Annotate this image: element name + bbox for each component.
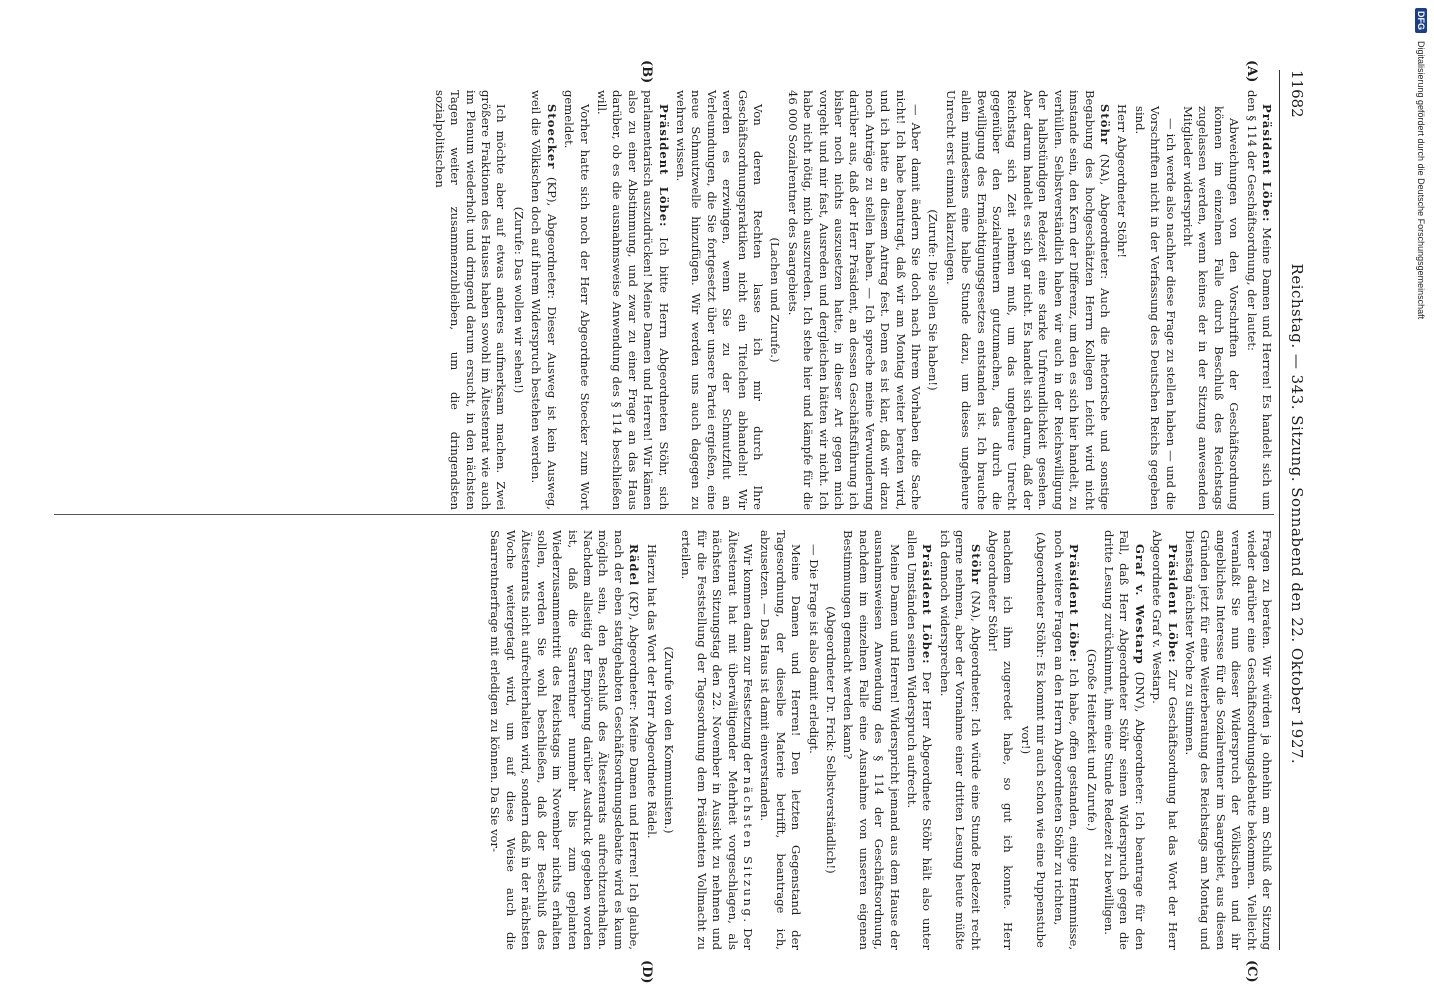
interjection: (Abgeordneter Dr. Frick: Selbstverständlich!) [824, 606, 839, 874]
margin-marker-b: (B) [639, 60, 654, 84]
speech-text: Der Ältestenrat hat mit überwältigender Mehrheit vorgeschlagen, als nächsten Sitzungstag den 22. November in Aussicht zu nehmen und für die Feststellung der Tagesordnung dem Präsidenten Vollmacht zu erteilen. [679, 530, 755, 950]
paragraph [594, 90, 671, 510]
speech-text: Der Herr Abgeordnete Stöhr hält also unter allen Umständen seinen Widerspruch aufrecht. [905, 530, 935, 950]
speaker-name: Stöhr [968, 544, 983, 585]
paragraph: — Die Frage ist also damit erledigt. [806, 544, 821, 754]
left-column [54, 90, 1274, 510]
dfg-logo: DFG [1415, 8, 1427, 33]
interjection: (Abgeordneter Stöhr: Es kommt mir auch schon wie eine Puppenstube vor!) [1018, 532, 1049, 948]
paragraph: Herr Abgeordneter Stöhr! [1115, 104, 1130, 259]
paragraph: Ich möchte aber auf etwas anderes aufmerksam machen. Zwei größere Fraktionen des Hauses haben sowohl im Ältestenrat wie auch im Plenum wiederholt und dringend darum ersucht, in den nächsten Tagen weiter zusammenzubleiben, um die dringendsten sozialpolitischen [432, 90, 509, 510]
speech-text: (NA), Abgeordneter: Ich würde eine Stunde Redezeit recht gerne nehmen, aber der Vornahme einer dritten Lesung heute müßte ich dennoch widersprechen. [937, 530, 983, 950]
paragraph: Fragen zu beraten. Wir würden ja ohnehin am Schluß der Sitzung wieder darüber eine Geschäftsordnungsdebatte bekommen. Vielleicht veranlaßt Sie nun dieser Widerspruch der Völkischen und ihr angebliches Interesse für die Sozialrentner im Saargebiet, aus diesen Gründen jetzt für eine Weiterberatung des Reichstags am Montag und Dienstag nächster Woche zu stimmen. [1182, 530, 1274, 950]
paragraph [528, 90, 559, 510]
speaker-name: Präsident Löbe: [1067, 544, 1082, 664]
interjection: (Große Heiterkeit und Zurufe.) [1084, 648, 1099, 832]
quoted-rule: Abweichungen von den Vorschriften der Geschäftsordnung können im einzelnen Falle durch Beschluß des Reichstags zugelassen werden, wenn keines der in der Sitzung anwesenden Mitglieder widerspricht [1180, 106, 1242, 510]
paragraph: Meine Damen und Herren! Den letzten Gegenstand der Tagesordnung, der dieselbe Materie betrifft, beantrage ich, abzusetzen. — Das Haus ist damit einverstanden. [758, 530, 804, 950]
paragraph: — Aber damit ändern Sie doch nach Ihrem Vorhaben die Sache nicht! Ich habe beantragt, daß wir am Montag weiter beraten wird, und ich hatte an diesem Antrag fest. Denn es ist klar, daß wir dazu noch Anträge zu stellen haben. — Ich spreche meine Verwunderung darüber aus, daß der Herr Präsident, an dessen Geschäftsführung ich bisher noch nichts auszusetzen hatte, in dieser Art gegen mich vorgeht und mir fast, Ausreden und dergleichen hätten wir nicht. Ich habe nicht nötig, mich auszureden. Ich stehe hier und kämpfe für die 46 000 Sozialrentner des Saargebiets. [785, 90, 924, 510]
speaker-name: Stöhr [1097, 104, 1112, 145]
paragraph [936, 530, 982, 950]
speech-text: (DNV), Abgeordneter: Ich beantrage für den Fall, daß Herr Abgeordneter Stöhr seinen Widerspruch gegen die dritte Lesung zurücknimmt, ihm eine Stunde Redezeit zu bewilligen. [1101, 530, 1147, 950]
digitization-note [1408, 0, 1434, 1000]
speech-text: Ich bitte Herrn Abgeordneten Stöhr, sich parlamentarisch auszudrücken! Meine Damen und Herren! Wir kämen also zu einer Abstimmung, und zwar zu einer Frage an das Haus darüber, ob es die ausnahmsweise Anwendung des § 114 beschließen will. [594, 90, 671, 510]
speech-text: (KP), Abgeordneter: Dieser Ausweg ist kein Ausweg, weil die Völkischen doch auf ihrem Widerspruch bestehen werden. [529, 90, 559, 510]
right-column [54, 530, 1274, 950]
paragraph: Meine Damen und Herren! Widerspricht jemand aus dem Hause der ausnahmsweisen Anwendung des § 114 der Geschäftsordnung, nachdem im einzelnen Falle eine Ausnahme von unseren eigenen Bestimmungen gemacht werden kann? [841, 530, 902, 950]
speech-text: (NA), Abgeordneter: Auch die rhetorische und sonstige Begabung des hochgeschätzten Herrn Kollegen Leicht wird nicht imstande sein, den Kern der Differenz, um den es sich hier handelt, zu verhüllen. Selbstverständlich haben wir auch in der Reichswilligung der halbstündigen Redezeit eine starke Unfreundlichkeit gesehen. Aber darum handelt es sich gar nicht. Es handelt sich darum, daß der Reichstag sich Zeit nehmen muß, um das ungeheure Unrecht gegenüber den Sozialrentnern gutzumachen, das durch die Bewilligung des Ermächtigungsgesetzes entstanden ist. Ich brauche allein mindestens eine halbe Stunde dazu, um dieses ungeheure Unrecht erst einmal klarzulegen. [943, 90, 1112, 510]
speaker-name: Präsident Löbe: [656, 104, 671, 228]
margin-marker-d: (D) [639, 960, 654, 984]
speaker-name: Stoecker [544, 104, 559, 170]
paragraph: nachdem ich ihm zugeredet habe, so gut ich konnte. Herr Abgeordneter Stöhr! [986, 530, 1016, 950]
speech-text: (KP), Abgeordneter: Meine Damen und Herren! Ich glaube, nach der eben stattgehabten Geschäftsordnungsdebatte wird es kaum möglich sein, den Beschluß des Ältestenrats aufrechtzuerhalten. Nachdem allseitig der Empörung darüber Ausdruck gegeben worden ist, daß die Saarrentner nunmehr bis zum geplanten Wiederzusammentritt des Reichstags im November nichts erhalten sollen, werden Sie wohl beschließen, daß der Beschluß des Ältestenrats nicht aufrechterhalten wird, sondern daß in der nächsten Woche weitergetagt wird, um auf diese Weise auch die Saarrentnerfrage mit erledigen zu können. Da Sie vor- [488, 530, 642, 950]
paragraph [942, 90, 1111, 510]
interjection: (Zurufe: Die sollen Sie haben!) [926, 209, 941, 391]
page-header [1279, 70, 1314, 950]
speech-text: Wir kommen dann zur Festsetzung der [741, 544, 755, 773]
speaker-name: Präsident Löbe: [920, 544, 935, 665]
speech-text: Zur Geschäftsordnung hat das Wort der Herr Abgeordnete Graf v. Westarp. [1150, 530, 1180, 950]
paragraph [1050, 530, 1081, 950]
paragraph: Hierzu hat das Wort der Herr Abgeordnete Rädel. [644, 544, 659, 839]
paragraph: Von deren Rechten lasse ich mir durch Ihre Geschäftsordnungspraktiken nicht ein Titelchen abhandeln! Wir werden es erzwingen, wenn Sie zu der Schmutzflut an Verleumdungen, die Sie fortgesetzt über unsere Partei ergießen, eine neue Schmutzwelle hinzufügen. Wir werden uns auch dagegen zu wehren wissen. [673, 90, 765, 510]
speech-text: Ich habe, offen gestanden, einige Hemmnisse, noch weitere Fragen an den Herrn Abgeordneten Stöhr zu richten, [1051, 530, 1082, 950]
margin-marker-c: (C) [1244, 960, 1259, 983]
paragraph [1149, 530, 1180, 950]
margin-marker-a: (A) [1244, 60, 1259, 83]
paragraph [678, 530, 755, 950]
interjection: (Zurufe: Das wollen wir sehen!) [511, 206, 526, 394]
speaker-name: Präsident Löbe: [1260, 104, 1274, 223]
page-number: 11682 [1288, 70, 1306, 118]
speaker-name: Graf v. Westarp [1132, 544, 1147, 665]
header-title: Reichstag. — 343. Sitzung. Sonnabend den 22. Oktober 1927. [1288, 263, 1306, 765]
interjection: (Zurufe von den Kommunisten.) [661, 646, 676, 834]
speech-text: Meine Damen und Herren! Es handelt sich um den § 114 der Geschäftsordnung, der lautet: [1244, 90, 1274, 510]
speaker-name: Rädel [627, 544, 642, 587]
emphasized-text: nächsten Sitzung. [741, 776, 755, 925]
paragraph [487, 530, 641, 950]
interjection: (Lachen und Zurufe.) [768, 237, 783, 363]
digitization-note-text: Digitalisierung gefördert durch die Deutsche Forschungsgemeinschaft [1416, 41, 1426, 320]
paragraph: — ich werde also nachher diese Frage zu stellen haben — und die Vorschriften nicht in der Verfassung des Deutschen Reichs gegeben sind. [1132, 106, 1178, 510]
paragraph [904, 530, 935, 950]
column-divider [54, 514, 1274, 515]
paragraph [1243, 90, 1274, 510]
paragraph [1101, 530, 1147, 950]
speaker-name: Präsident Löbe: [1165, 544, 1180, 664]
paragraph: Vorher hatte sich noch der Herr Abgeordnete Stoecker zum Wort gemeldet. [562, 90, 592, 510]
